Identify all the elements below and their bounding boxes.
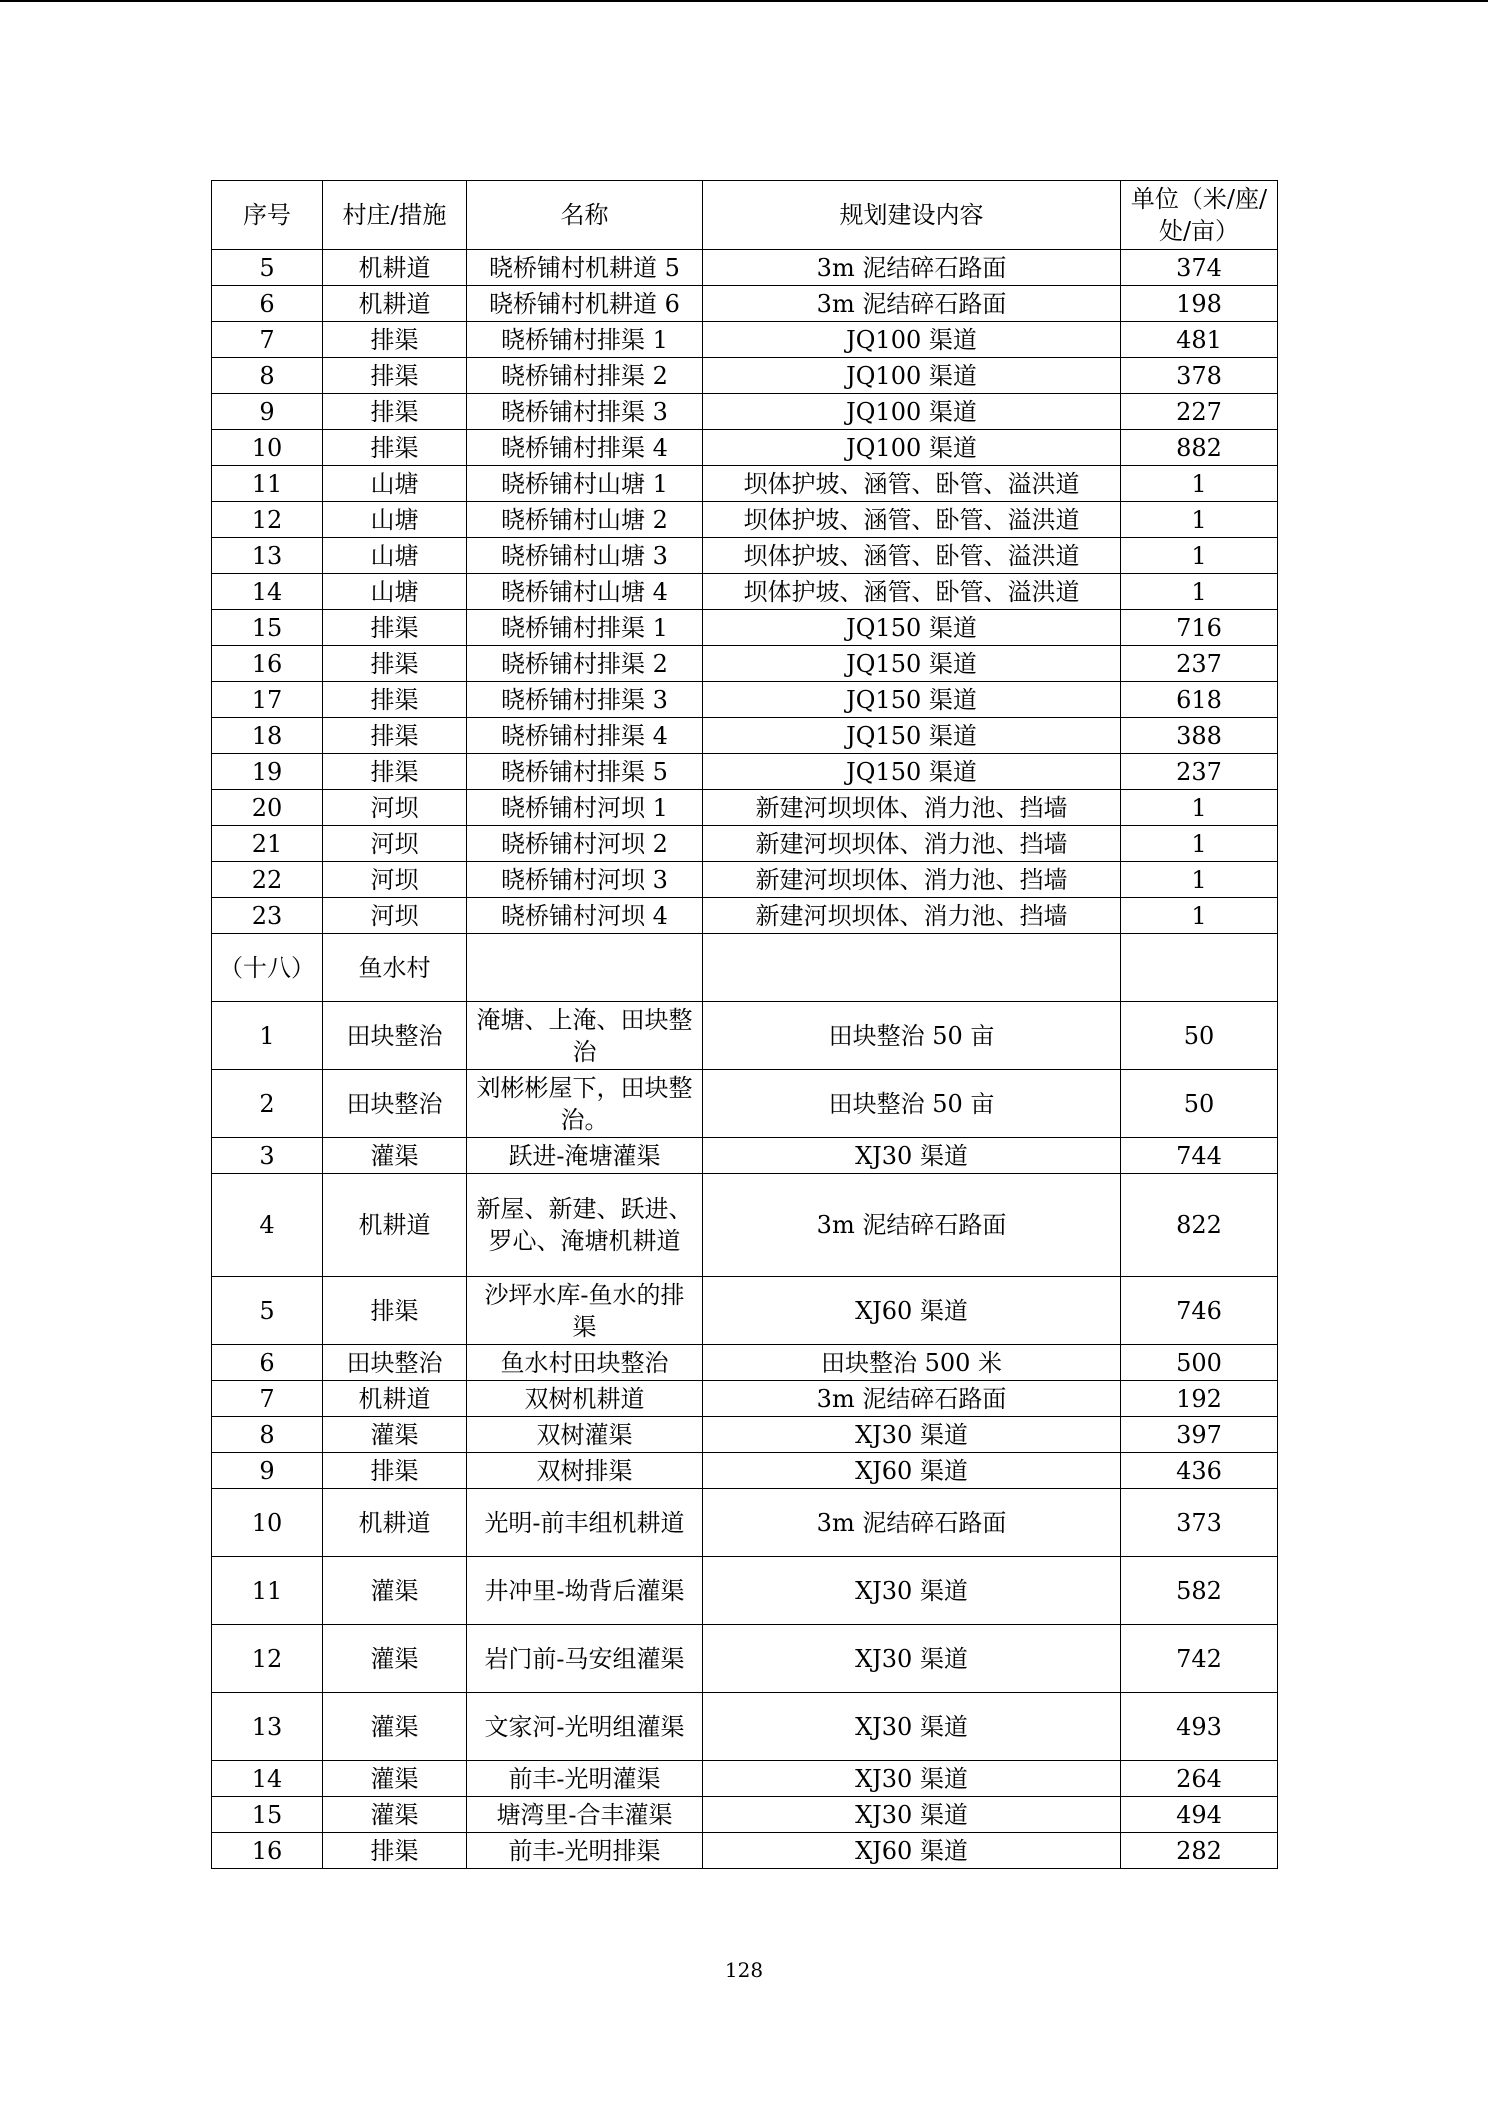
cell-content: JQ100 渠道 [703, 322, 1121, 358]
table-row [212, 1277, 1278, 1345]
table-row [212, 790, 1278, 826]
cell-content: XJ60 渠道 [703, 1833, 1121, 1869]
cell-index: 8 [212, 1417, 323, 1453]
table-row [212, 1693, 1278, 1761]
cell-name: 跃进-淹塘灌渠 [467, 1138, 703, 1174]
cell-type: 排渠 [323, 1453, 467, 1489]
cell-index: 7 [212, 1381, 323, 1417]
cell-unit: 237 [1121, 646, 1278, 682]
header-village-measure: 村庄/措施 [323, 181, 467, 250]
cell-index: 16 [212, 1833, 323, 1869]
cell-type: 灌渠 [323, 1625, 467, 1693]
cell-name: 晓桥铺村排渠 4 [467, 718, 703, 754]
cell-type: 排渠 [323, 358, 467, 394]
cell-content: 3m 泥结碎石路面 [703, 1174, 1121, 1277]
cell-index: 4 [212, 1174, 323, 1277]
cell-name: 沙坪水库-鱼水的排渠 [467, 1277, 703, 1345]
cell-unit: 500 [1121, 1345, 1278, 1381]
cell-content: 田块整治 50 亩 [703, 1070, 1121, 1138]
cell-index: 12 [212, 502, 323, 538]
cell-index: 6 [212, 286, 323, 322]
cell-index: 11 [212, 1557, 323, 1625]
cell-content: 3m 泥结碎石路面 [703, 1489, 1121, 1557]
cell-name: 晓桥铺村机耕道 5 [467, 250, 703, 286]
cell-content [703, 934, 1121, 1002]
cell-type: 机耕道 [323, 250, 467, 286]
table-row [212, 1002, 1278, 1070]
cell-unit: 1 [1121, 790, 1278, 826]
table-row [212, 610, 1278, 646]
cell-unit: 746 [1121, 1277, 1278, 1345]
header-content: 规划建设内容 [703, 181, 1121, 250]
table-row [212, 358, 1278, 394]
cell-type: 排渠 [323, 646, 467, 682]
cell-unit: 282 [1121, 1833, 1278, 1869]
cell-type: 机耕道 [323, 1381, 467, 1417]
cell-index: 6 [212, 1345, 323, 1381]
cell-content: XJ60 渠道 [703, 1453, 1121, 1489]
cell-index: 7 [212, 322, 323, 358]
village-section-row [212, 934, 1278, 1002]
cell-content: 田块整治 500 米 [703, 1345, 1121, 1381]
cell-type: 机耕道 [323, 1174, 467, 1277]
cell-content: 3m 泥结碎石路面 [703, 286, 1121, 322]
cell-index: 23 [212, 898, 323, 934]
cell-content: JQ150 渠道 [703, 718, 1121, 754]
cell-name: 晓桥铺村排渠 3 [467, 394, 703, 430]
cell-index: 5 [212, 1277, 323, 1345]
cell-type: 灌渠 [323, 1797, 467, 1833]
cell-type: 灌渠 [323, 1138, 467, 1174]
table-header-row [212, 181, 1278, 250]
cell-index: 14 [212, 1761, 323, 1797]
cell-unit: 882 [1121, 430, 1278, 466]
cell-index: 15 [212, 610, 323, 646]
cell-unit: 744 [1121, 1138, 1278, 1174]
cell-content: XJ30 渠道 [703, 1138, 1121, 1174]
cell-type: 灌渠 [323, 1557, 467, 1625]
cell-unit: 192 [1121, 1381, 1278, 1417]
cell-content: 坝体护坡、涵管、卧管、溢洪道 [703, 538, 1121, 574]
cell-index: 10 [212, 1489, 323, 1557]
cell-name: 新屋、新建、跃进、罗心、淹塘机耕道 [467, 1174, 703, 1277]
cell-unit: 1 [1121, 826, 1278, 862]
cell-name: 岩门前-马安组灌渠 [467, 1625, 703, 1693]
cell-unit: 1 [1121, 574, 1278, 610]
table-row [212, 1557, 1278, 1625]
cell-index: 9 [212, 394, 323, 430]
cell-index: 3 [212, 1138, 323, 1174]
table-row [212, 646, 1278, 682]
cell-content: XJ30 渠道 [703, 1625, 1121, 1693]
table-row [212, 1625, 1278, 1693]
page-top-border [0, 0, 1488, 2]
cell-unit: 1 [1121, 538, 1278, 574]
cell-content: XJ30 渠道 [703, 1557, 1121, 1625]
cell-index: 18 [212, 718, 323, 754]
cell-content: 田块整治 50 亩 [703, 1002, 1121, 1070]
cell-type: 山塘 [323, 574, 467, 610]
cell-content: JQ100 渠道 [703, 394, 1121, 430]
cell-content: 新建河坝坝体、消力池、挡墙 [703, 898, 1121, 934]
cell-unit: 493 [1121, 1693, 1278, 1761]
cell-content: 坝体护坡、涵管、卧管、溢洪道 [703, 502, 1121, 538]
table-row [212, 1138, 1278, 1174]
cell-index: 5 [212, 250, 323, 286]
cell-name: 晓桥铺村排渠 1 [467, 322, 703, 358]
cell-content: JQ100 渠道 [703, 358, 1121, 394]
cell-unit: 1 [1121, 898, 1278, 934]
cell-index: 11 [212, 466, 323, 502]
cell-index: 21 [212, 826, 323, 862]
cell-type: 灌渠 [323, 1417, 467, 1453]
cell-type: 河坝 [323, 826, 467, 862]
table-row [212, 322, 1278, 358]
cell-unit: 237 [1121, 754, 1278, 790]
cell-content: XJ30 渠道 [703, 1693, 1121, 1761]
cell-name: 晓桥铺村河坝 4 [467, 898, 703, 934]
cell-type: 排渠 [323, 430, 467, 466]
cell-unit: 1 [1121, 862, 1278, 898]
table-row [212, 898, 1278, 934]
cell-type: 田块整治 [323, 1345, 467, 1381]
cell-index: 13 [212, 538, 323, 574]
cell-unit: 716 [1121, 610, 1278, 646]
cell-index: 1 [212, 1002, 323, 1070]
cell-unit: 198 [1121, 286, 1278, 322]
cell-name: 塘湾里-合丰灌渠 [467, 1797, 703, 1833]
header-unit: 单位（米/座/处/亩） [1121, 181, 1278, 250]
cell-unit: 436 [1121, 1453, 1278, 1489]
cell-unit: 50 [1121, 1002, 1278, 1070]
cell-type: 河坝 [323, 790, 467, 826]
cell-unit: 618 [1121, 682, 1278, 718]
cell-name: 晓桥铺村排渠 4 [467, 430, 703, 466]
table-row [212, 538, 1278, 574]
table-row [212, 1797, 1278, 1833]
cell-name: 晓桥铺村山塘 4 [467, 574, 703, 610]
cell-name: 前丰-光明灌渠 [467, 1761, 703, 1797]
cell-type: 排渠 [323, 682, 467, 718]
cell-index: 14 [212, 574, 323, 610]
cell-index: 17 [212, 682, 323, 718]
cell-unit: 742 [1121, 1625, 1278, 1693]
cell-name: 文家河-光明组灌渠 [467, 1693, 703, 1761]
table-row [212, 286, 1278, 322]
cell-unit: 388 [1121, 718, 1278, 754]
cell-name: 晓桥铺村河坝 1 [467, 790, 703, 826]
cell-type: 机耕道 [323, 1489, 467, 1557]
cell-type: 排渠 [323, 754, 467, 790]
cell-content: XJ30 渠道 [703, 1761, 1121, 1797]
cell-name: 双树灌渠 [467, 1417, 703, 1453]
cell-unit: 397 [1121, 1417, 1278, 1453]
cell-name: 晓桥铺村排渠 2 [467, 646, 703, 682]
cell-content: JQ100 渠道 [703, 430, 1121, 466]
cell-type: 鱼水村 [323, 934, 467, 1002]
table-row [212, 1761, 1278, 1797]
table-row [212, 466, 1278, 502]
cell-content: JQ150 渠道 [703, 610, 1121, 646]
cell-content: XJ60 渠道 [703, 1277, 1121, 1345]
cell-unit: 264 [1121, 1761, 1278, 1797]
cell-type: 山塘 [323, 538, 467, 574]
cell-content: 3m 泥结碎石路面 [703, 250, 1121, 286]
cell-index: 12 [212, 1625, 323, 1693]
page-number: 128 [724, 1958, 764, 1982]
cell-index: 13 [212, 1693, 323, 1761]
cell-index: （十八） [212, 934, 323, 1002]
table-row [212, 394, 1278, 430]
cell-content: 坝体护坡、涵管、卧管、溢洪道 [703, 574, 1121, 610]
cell-unit: 582 [1121, 1557, 1278, 1625]
table-row [212, 1453, 1278, 1489]
cell-index: 19 [212, 754, 323, 790]
cell-type: 机耕道 [323, 286, 467, 322]
cell-name: 双树机耕道 [467, 1381, 703, 1417]
cell-unit: 50 [1121, 1070, 1278, 1138]
cell-name: 晓桥铺村河坝 3 [467, 862, 703, 898]
cell-name: 井冲里-坳背后灌渠 [467, 1557, 703, 1625]
cell-name: 晓桥铺村河坝 2 [467, 826, 703, 862]
cell-name: 晓桥铺村排渠 2 [467, 358, 703, 394]
table-row [212, 502, 1278, 538]
cell-type: 排渠 [323, 610, 467, 646]
cell-name: 光明-前丰组机耕道 [467, 1489, 703, 1557]
cell-type: 灌渠 [323, 1693, 467, 1761]
table-row [212, 1489, 1278, 1557]
cell-name: 双树排渠 [467, 1453, 703, 1489]
table-row [212, 682, 1278, 718]
cell-name: 晓桥铺村山塘 3 [467, 538, 703, 574]
cell-type: 排渠 [323, 394, 467, 430]
cell-type: 排渠 [323, 322, 467, 358]
cell-name: 刘彬彬屋下，田块整治。 [467, 1070, 703, 1138]
cell-type: 灌渠 [323, 1761, 467, 1797]
table-row [212, 718, 1278, 754]
cell-name: 晓桥铺村排渠 1 [467, 610, 703, 646]
table-row [212, 826, 1278, 862]
cell-content: 新建河坝坝体、消力池、挡墙 [703, 862, 1121, 898]
cell-type: 河坝 [323, 898, 467, 934]
table-row [212, 1417, 1278, 1453]
cell-index: 8 [212, 358, 323, 394]
table-row [212, 1174, 1278, 1277]
cell-unit [1121, 934, 1278, 1002]
cell-index: 15 [212, 1797, 323, 1833]
cell-index: 22 [212, 862, 323, 898]
cell-name: 晓桥铺村排渠 3 [467, 682, 703, 718]
cell-unit: 822 [1121, 1174, 1278, 1277]
cell-type: 田块整治 [323, 1070, 467, 1138]
cell-type: 排渠 [323, 1833, 467, 1869]
cell-content: 新建河坝坝体、消力池、挡墙 [703, 826, 1121, 862]
table-row [212, 862, 1278, 898]
cell-type: 排渠 [323, 718, 467, 754]
header-name: 名称 [467, 181, 703, 250]
cell-name [467, 934, 703, 1002]
cell-unit: 227 [1121, 394, 1278, 430]
cell-unit: 373 [1121, 1489, 1278, 1557]
cell-index: 16 [212, 646, 323, 682]
cell-name: 晓桥铺村排渠 5 [467, 754, 703, 790]
cell-unit: 1 [1121, 466, 1278, 502]
cell-unit: 378 [1121, 358, 1278, 394]
cell-name: 鱼水村田块整治 [467, 1345, 703, 1381]
cell-unit: 481 [1121, 322, 1278, 358]
table-row [212, 1070, 1278, 1138]
cell-content: 坝体护坡、涵管、卧管、溢洪道 [703, 466, 1121, 502]
cell-type: 河坝 [323, 862, 467, 898]
cell-content: JQ150 渠道 [703, 682, 1121, 718]
cell-type: 山塘 [323, 502, 467, 538]
cell-index: 10 [212, 430, 323, 466]
cell-name: 晓桥铺村机耕道 6 [467, 286, 703, 322]
cell-content: JQ150 渠道 [703, 754, 1121, 790]
table-row [212, 1381, 1278, 1417]
cell-name: 淹塘、上淹、田块整治 [467, 1002, 703, 1070]
cell-index: 2 [212, 1070, 323, 1138]
cell-index: 9 [212, 1453, 323, 1489]
cell-content: XJ30 渠道 [703, 1797, 1121, 1833]
table-row [212, 574, 1278, 610]
table-row [212, 754, 1278, 790]
cell-unit: 1 [1121, 502, 1278, 538]
cell-content: 3m 泥结碎石路面 [703, 1381, 1121, 1417]
cell-type: 排渠 [323, 1277, 467, 1345]
table-row [212, 1345, 1278, 1381]
cell-content: JQ150 渠道 [703, 646, 1121, 682]
header-index: 序号 [212, 181, 323, 250]
table-row [212, 430, 1278, 466]
cell-name: 晓桥铺村山塘 2 [467, 502, 703, 538]
table-row [212, 250, 1278, 286]
cell-content: 新建河坝坝体、消力池、挡墙 [703, 790, 1121, 826]
cell-type: 山塘 [323, 466, 467, 502]
cell-name: 前丰-光明排渠 [467, 1833, 703, 1869]
table-row [212, 1833, 1278, 1869]
cell-unit: 494 [1121, 1797, 1278, 1833]
cell-type: 田块整治 [323, 1002, 467, 1070]
cell-unit: 374 [1121, 250, 1278, 286]
planning-table [211, 180, 1278, 1869]
cell-index: 20 [212, 790, 323, 826]
cell-content: XJ30 渠道 [703, 1417, 1121, 1453]
cell-name: 晓桥铺村山塘 1 [467, 466, 703, 502]
